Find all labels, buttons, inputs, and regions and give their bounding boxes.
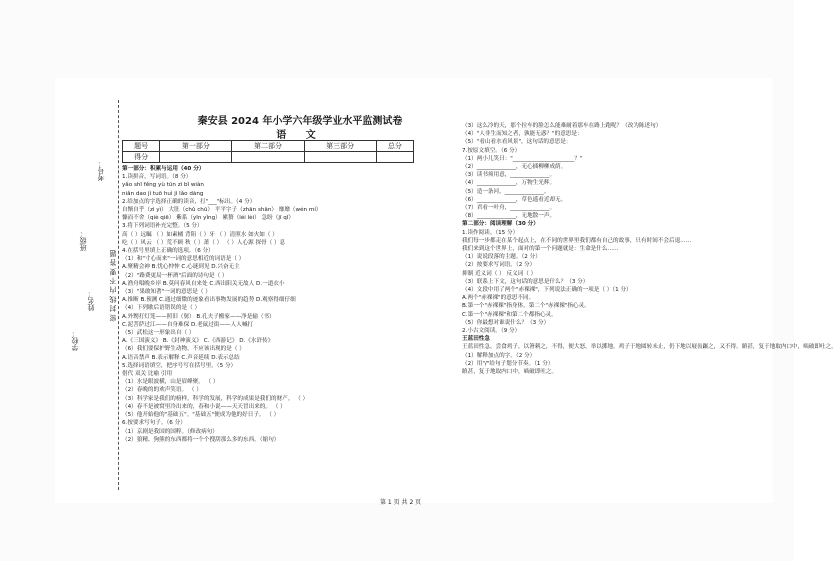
question-line: （3）联系上下文，这句话的意思是什么？（3 分）: [462, 278, 589, 285]
question-line: （2）______________，无心插柳柳成荫。: [462, 164, 567, 171]
question-line: （5）武松这一形象出自（ ）: [122, 330, 195, 337]
question-line: （4）下列歇后语错误的是（ ）: [122, 305, 201, 312]
question-line: 借代 双关 比喻 引用: [122, 371, 173, 378]
question-line: 第二部分：阅读理解（30 分）: [462, 221, 539, 228]
question-line: 1.读作阅读。（15 分）: [462, 229, 519, 236]
question-line: （7）君看一叶舟，______________。: [462, 205, 556, 212]
question-line: （2）按要求写词语。（2 分）: [462, 262, 536, 269]
question-line: （3）科学家是我们的榜样，科学的发展，科学的成果是我们的财产。 （ ）: [122, 395, 309, 402]
question-line: 高（ ）远瞩 （ ）如素橘 背阻（ ）牙 （ ）清照水 如火如（ ）: [122, 231, 278, 238]
score-value-row: [123, 152, 414, 163]
question-line: （6）我们要保护野生动物，不应该出现的是（ ）: [122, 346, 245, 353]
question-line: C.泥菩萨过江——自身难保 D.老鼠过街——人人喊打: [122, 321, 254, 328]
right-column: [462, 122, 837, 376]
score-cell[interactable]: [304, 152, 376, 163]
question-line: A.推断 B.预测 C.通过细微的迹象看出事物发展的趋势 D.观察得细仔细: [122, 297, 296, 304]
exam-number-label: 考号：: [97, 160, 105, 181]
question-line: 我们每一步都走在某个起点上，在不同的世界里我们都有自己的故事，只有时间不会后退……: [462, 237, 692, 244]
question-line: （2）"路费更局一杯酒"后面的诗句是（ ）: [122, 272, 228, 279]
exam-title: 秦安县 2024 年小学六年级学业水平监测试卷: [197, 116, 403, 127]
score-table: [122, 140, 414, 163]
class-field-label: 班级：: [79, 230, 87, 251]
question-line: （6）______________，草色遥看近却无。: [462, 196, 567, 203]
question-line: yǎo shī fěng yù tūn zì bǐ wiàn: [122, 182, 204, 189]
question-line: 2.小古文阅读。（9 分）: [462, 328, 521, 335]
left-column: [122, 165, 422, 444]
question-line: （1）和"寸心而来"一词的意思相近的词语是（ ）: [122, 256, 245, 263]
question-line: （1）京剧是我国的国粹。（修改病句）: [122, 428, 218, 435]
question-line: 5.选择词语填空，把序号写在括号里。（5 分）: [122, 362, 237, 369]
question-line: A.《三国演义》 B.《封神演义》 C.《西游记》 D.《水浒传》: [122, 338, 274, 345]
question-line: （1）解释加点的字。（2 分）: [462, 352, 536, 359]
question-line: （1）两小儿笑曰："______________________？": [462, 155, 583, 162]
question-line: （5）造一条河，______________。: [462, 188, 550, 195]
score-cell: 第二部分: [232, 141, 304, 152]
question-line: （2）用"/"给句子划分节奏。（1 分）: [462, 360, 554, 367]
score-cell[interactable]: [376, 152, 413, 163]
score-cell: 第一部分: [160, 141, 232, 152]
question-line: 1.读拼音，写词语。（8 分）: [122, 174, 192, 181]
question-line: 吃（ ）风云 （ ）荒不顾 秋（ ）萧（ ） （ ）人心源 探骨（ ）息: [122, 239, 286, 246]
question-line: （1）水是眼波横，山是眉峰聚。 （ ）: [122, 379, 219, 386]
question-line: A.聚精会神 B.忧心忡忡 C.心谜到见 D.兴奋无主: [122, 264, 240, 271]
question-line: A.两个"赤裸裸"的意思不同。: [462, 295, 535, 302]
question-line: C.第一个"赤裸裸"和第二个都指心灵。: [462, 311, 557, 318]
question-line: （1）说说段落的主题。（2 分）: [462, 254, 541, 261]
question-line: （4）春不是被窝里冷出来的，春和小说——天天冒出来的。 （ ）: [122, 403, 286, 410]
question-line: （5）"看山看水看风景"，这句话的意思是：: [462, 139, 572, 146]
score-cell[interactable]: [232, 152, 304, 163]
page-number: 第 1 页 共 2 页: [380, 499, 422, 506]
score-cell: 得分: [123, 152, 160, 163]
score-header-row: [123, 141, 414, 152]
question-line: 瞋甚，复于地取内口中，啮破即吐之。: [462, 369, 558, 376]
seal-note: 密 封 线 内 不 要 答 题: [109, 250, 117, 322]
subject-title: 语 文: [276, 130, 324, 141]
question-line: A.渔舟唱晚乡岸 B.莫问春风自来处 C.西出阳关无故人 D.一道衣小: [122, 280, 285, 287]
question-line: 慷而不舍（qiè qiē） 紫系（yīn yǐng） 累赘（léi lèi） 急盼（jī qǐ）: [122, 215, 294, 222]
question-line: 4.在括号里填上正确的选项。（6 分）: [122, 248, 214, 255]
question-line: A.外甥打灯笼——照旧（舅） B.孔夫子搬家——净是输（书）: [122, 313, 275, 320]
question-line: 抑制 近义词（ ） 反义词（ ）: [462, 270, 537, 277]
question-line: niǎn dao jì tuō huì jì lǎo dàng: [122, 190, 204, 197]
question-line: 王蓝田性急。尝食鸡子，以箸刺之，不得，便大怒，举以掷地。鸡子于地圆转未止，仍下地以屐齿蹍之，又不得。瞋甚，复于地取内口中，啮破即吐之。: [462, 344, 837, 351]
question-line: 我们来到这个世界上，面对的第一个问题就是：生命是什么……: [462, 246, 619, 253]
question-line: 第一部分：积累与运用（40 分）: [122, 166, 205, 172]
seal-dashed-line: [118, 100, 119, 490]
question-line: 自惭自乎（zì yì） 大肚（chǔ chū） 平平字子（zhān shān） 靡靡（wén mí）: [122, 207, 322, 214]
score-cell: 总分: [376, 141, 413, 152]
question-line: （4）"人非生而知之者，孰能无惑？"的意思是：: [462, 131, 583, 138]
question-line: （2）狼精、狗熊的东西都将一个个搜刮那么多的东西。（缩句）: [122, 436, 280, 443]
question-line: 7.按原文填空。（6 分）: [462, 147, 521, 154]
question-line: （2）春晚的的欢声笑语。 （ ）: [122, 387, 202, 394]
question-line: B.第一个"赤裸裸"指身体，第二个"赤裸裸"指心灵。: [462, 303, 590, 310]
question-line: A.语音禁声 B.表示解释 C.声音延续 D.表示总结: [122, 354, 240, 361]
question-line: （4）文段中用了两个"赤裸裸"，下列说法正确的一项是（ ）（1 分）: [462, 287, 632, 294]
question-line: （3）这么冷的天，那个拉车的脸怎么能难耐着那车在路上跑呢？（改为陈述句）: [462, 123, 662, 129]
score-cell: 题号: [123, 141, 160, 152]
score-cell[interactable]: [160, 152, 232, 163]
question-line: （3）"果敢知著"一词的意思是（ ）: [122, 289, 211, 296]
score-cell: 第三部分: [304, 141, 376, 152]
question-line: 3.将下列词语补充完整。（5 分）: [122, 223, 203, 230]
question-line: 王蓝田性急: [462, 336, 490, 343]
question-line: 2.给加点的字选择正确的读音，打"___"标出。（4 分）: [122, 198, 256, 205]
question-line: （5）他开始他的"基础五"。"基础五"便成为他的好日子。 （ ）: [122, 412, 280, 419]
question-line: （4）______________，万物生光辉。: [462, 180, 556, 187]
question-line: 6.按要求写句子。（6 分）: [122, 420, 186, 427]
question-line: （5）你最想对谁说什么？（3 分）: [462, 319, 550, 326]
school-field-label: 学校：: [71, 330, 79, 351]
question-line: （3）读书须用意，______________。: [462, 172, 556, 179]
name-field-label: 姓名：: [87, 290, 95, 311]
question-line: （8）______________，无地散一声。: [462, 213, 556, 220]
